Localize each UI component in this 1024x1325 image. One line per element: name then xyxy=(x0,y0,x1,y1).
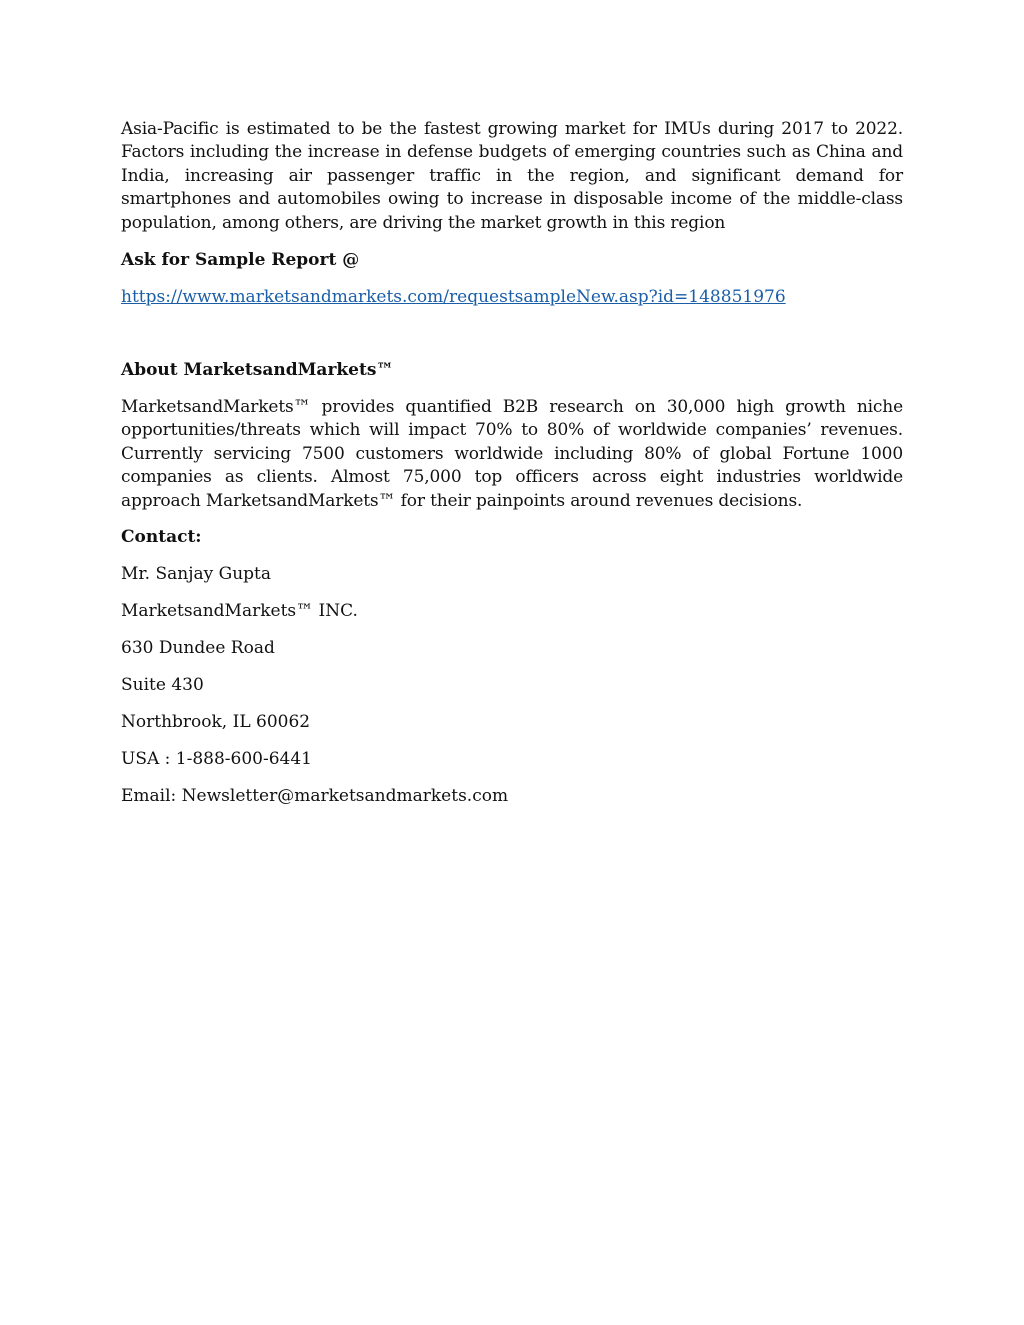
spacer xyxy=(121,697,903,711)
spacer xyxy=(121,309,903,359)
spacer xyxy=(121,549,903,563)
spacer xyxy=(121,771,903,785)
spacer xyxy=(121,513,903,526)
contact-city: Northbrook, IL 60062 xyxy=(121,712,311,733)
contact-street: 630 Dundee Road xyxy=(121,638,275,659)
spacer xyxy=(121,623,903,637)
spacer xyxy=(121,272,903,286)
contact-company: MarketsandMarkets™ INC. xyxy=(121,601,358,622)
sample-report-heading: Ask for Sample Report @ xyxy=(121,250,360,271)
contact-suite: Suite 430 xyxy=(121,675,204,696)
spacer xyxy=(121,235,903,249)
about-heading: About MarketsandMarkets™ xyxy=(121,360,394,381)
contact-heading: Contact: xyxy=(121,527,202,548)
spacer xyxy=(121,586,903,600)
spacer xyxy=(121,734,903,748)
sample-report-link[interactable]: https://www.marketsandmarkets.com/requestsampleNew.asp?id=148851976 xyxy=(121,287,786,308)
spacer xyxy=(121,660,903,674)
contact-phone: USA : 1-888-600-6441 xyxy=(121,749,312,770)
intro-paragraph: Asia-Pacific is estimated to be the fastest growing market for IMUs during 2017 to 2022. Factors including the increase in defense budgets of emerging countries such as China and India, increasing air passenger traffic in the region, and significant demand for smartphones and automobiles owing to increase in disposable income of the middle-class population, among others, are driving the market growth in this region xyxy=(121,119,903,233)
contact-email: Email: Newsletter@marketsandmarkets.com xyxy=(121,786,509,807)
about-paragraph: MarketsandMarkets™ provides quantified B2B research on 30,000 high growth niche opportunities/threats which will impact 70% to 80% of worldwide companies’ revenues. Currently servicing 7500 customers worldwide including 80% of global Fortune 1000 companies as clients. Almost 75,000 top officers across eight industries worldwide approach MarketsandMarkets™ for their painpoints around revenues decisions. xyxy=(121,397,903,511)
document-page xyxy=(121,118,903,808)
spacer xyxy=(121,382,903,396)
contact-name: Mr. Sanjay Gupta xyxy=(121,564,271,585)
